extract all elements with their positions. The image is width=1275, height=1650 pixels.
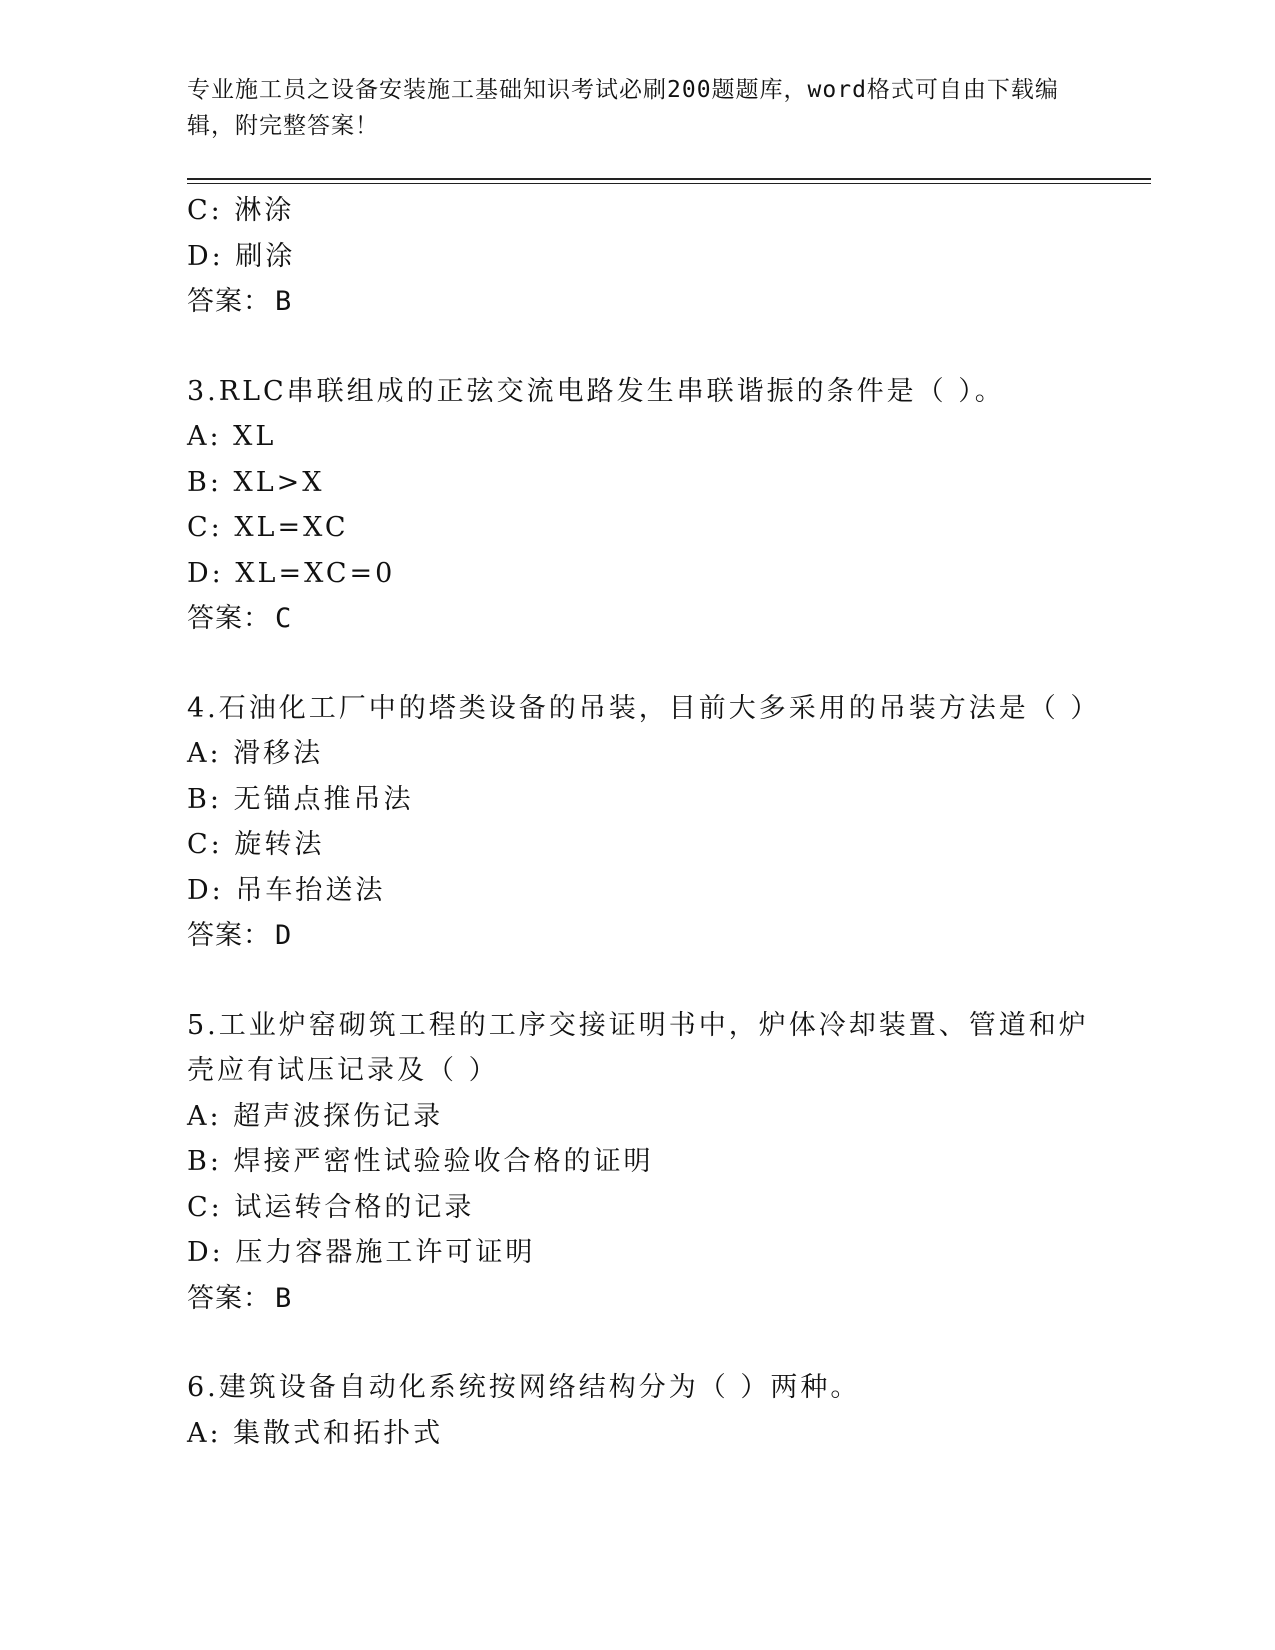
question-text-line-1: 5.工业炉窑砌筑工程的工序交接证明书中，炉体冷却装置、管道和炉	[187, 1009, 1089, 1041]
question-text: 3.RLC串联组成的正弦交流电路发生串联谐振的条件是（ ）。	[187, 375, 1005, 407]
answer-label: 答案：	[187, 1282, 271, 1314]
option-a: A: 集散式和拓扑式	[187, 1417, 444, 1449]
option-a: A: 超声波探伤记录	[187, 1100, 444, 1132]
option-c: C: XL=XC	[187, 512, 349, 543]
option-c: C: 旋转法	[187, 829, 325, 860]
answer-line	[187, 913, 1067, 959]
question-text: 4.石油化工厂中的塔类设备的吊装，目前大多采用的吊装方法是（ ）	[187, 692, 1101, 724]
option-a: A: 滑移法	[187, 738, 324, 769]
header-divider	[187, 178, 1151, 180]
answer-value: B	[275, 1282, 293, 1314]
answer-label: 答案：	[187, 603, 271, 634]
question-block	[187, 188, 1067, 325]
option-d: D: 刷涂	[187, 240, 296, 272]
answer-value: C	[275, 603, 293, 634]
answer-line	[187, 596, 1067, 642]
question-block	[187, 1365, 1067, 1456]
option-d: D: 压力容器施工许可证明	[187, 1237, 536, 1268]
option-a: A: XL	[187, 421, 277, 452]
document-header: 专业施工员之设备安装施工基础知识考试必刷200题题库，word格式可自由下载编辑，附完整答案！	[187, 77, 1059, 139]
answer-label: 答案：	[187, 286, 271, 317]
option-c: C: 试运转合格的记录	[187, 1191, 475, 1223]
question-text: 6.建筑设备自动化系统按网络结构分为（ ）两种。	[187, 1372, 861, 1403]
answer-line	[187, 279, 1067, 325]
option-d: D: XL=XC=0	[187, 557, 396, 589]
question-list	[187, 188, 1101, 1456]
option-c: C: 淋涂	[187, 195, 295, 226]
answer-value: D	[275, 920, 293, 951]
option-d: D: 吊车抬送法	[187, 874, 386, 906]
header-divider-thin	[187, 183, 1151, 184]
option-b: B: 焊接严密性试验验收合格的证明	[187, 1146, 654, 1177]
option-b: B: XL>X	[187, 466, 325, 498]
option-b: B: 无锚点推吊法	[187, 783, 414, 815]
question-text-line-2: 壳应有试压记录及（ ）	[187, 1055, 499, 1086]
answer-line	[187, 1276, 1067, 1322]
answer-value: B	[275, 286, 293, 317]
answer-label: 答案：	[187, 920, 271, 951]
question-block	[187, 369, 1067, 642]
question-block	[187, 686, 1101, 959]
question-block	[187, 1003, 1089, 1322]
